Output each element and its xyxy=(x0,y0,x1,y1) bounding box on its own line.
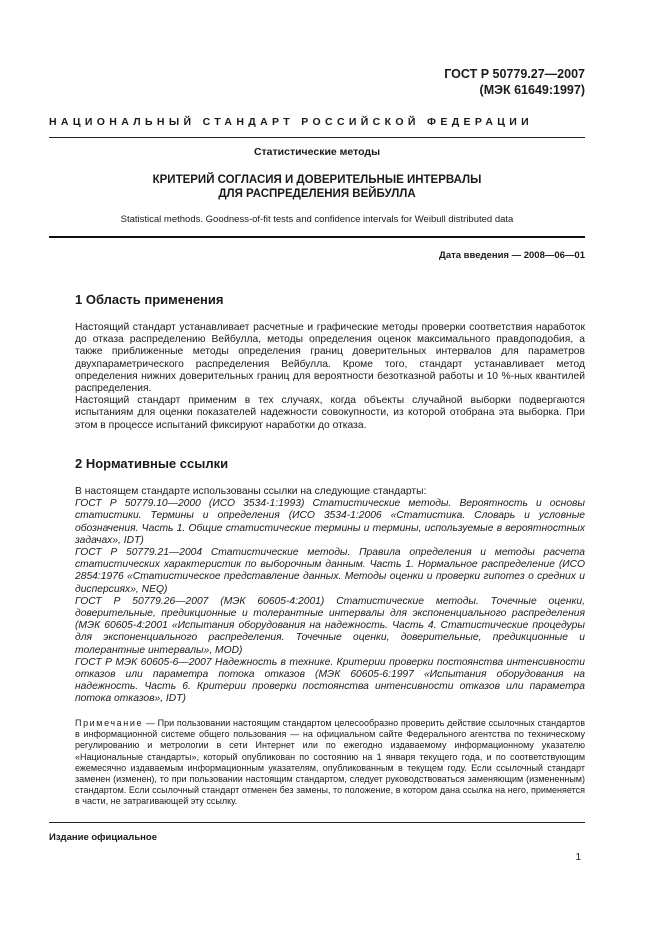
document-subtitle: Статистические методы xyxy=(253,146,381,158)
reference-item: ГОСТ Р 50779.21—2004 Статистические методы. Правила определения и методы расчета статистических характеристик по выборочным данным. Часть 1. Нормальное распределение (ИСО 2854:1976 «Статистическое представление данных. Методы оценки и проверки гипотез о средних и дисперсиях», NEQ) xyxy=(75,547,585,595)
note-label: Примечание xyxy=(75,718,144,728)
official-edition-label: Издание официальное xyxy=(49,832,157,843)
references-note xyxy=(75,718,585,808)
section-1-paragraph-2 xyxy=(75,395,585,432)
section-1-content xyxy=(75,322,585,432)
document-title-line-2: ДЛЯ РАСПРЕДЕЛЕНИЯ ВЕЙБУЛЛА xyxy=(218,188,416,200)
section-2-heading: 2 Нормативные ссылки xyxy=(75,456,229,471)
document-title xyxy=(49,173,585,201)
normative-references xyxy=(75,486,585,706)
note-text: — При пользовании настоящим стандартом целесообразно проверить действие ссылочных стандартов в информационной системе общего пользования — на официальном сайте Федерального агентства по техническому регулированию и метрологии в сети Интернет или по ежегодно издаваемому информационному указателю «Национальные стандарты», который опубликован по состоянию на 1 января текущего года, и по соответствующим ежемесячно издаваемым информационным указателям, опубликованным в текущем году. Если ссылочный стандарт заменен (изменен), то при пользовании настоящим стандартом, следует руководствоваться заменяющим (измененным) стандартом. Если ссылочный стандарт отменен без замены, то положение, в котором дана ссылка на него, применяется в части, не затрагивающей эту ссылку. xyxy=(75,718,585,807)
document-code xyxy=(444,66,585,98)
section-1-paragraph-1 xyxy=(75,322,585,395)
section-1-paragraph-2-text: Настоящий стандарт применим в тех случаях, когда объекты случайной выборки подвергаются испытаниям для оценки показателей надежности совокупности, из которой отобрана эта выборка. При этом в процессе испытаний фиксируют наработки до отказа. xyxy=(75,395,585,431)
document-code-iec: (МЭК 61649:1997) xyxy=(479,83,585,97)
title-divider xyxy=(49,236,585,238)
section-1-heading: 1 Область применения xyxy=(75,292,224,307)
references-lead: В настоящем стандарте использованы ссылки на следующие стандарты: xyxy=(75,486,427,497)
header-divider xyxy=(49,137,585,138)
footer-divider xyxy=(49,822,585,823)
document-code-gost: ГОСТ Р 50779.27—2007 xyxy=(444,67,585,81)
english-title: Statistical methods. Goodness-of-fit tests and confidence intervals for Weibull distributed data xyxy=(120,214,514,225)
reference-item: ГОСТ Р МЭК 60605-6—2007 Надежность в технике. Критерии проверки постоянства интенсивности отказов или параметра потока отказов (МЭК 60605-6:1997 «Испытания оборудования на надежность. Часть 6. Критерии проверки постоянства интенсивности отказов или параметра потока отказов», IDT) xyxy=(75,656,585,705)
reference-item: ГОСТ Р 50779.26—2007 (МЭК 60605-4:2001) Статистические методы. Точечные оценки, доверительные, предикционные и толерантные интервалы для экспоненциального распределения (МЭК 60605-4:2001 «Испытания оборудования на надежность. Часть 4. Статистические процедуры для экспоненциального распределения. Точечные оценки, доверительные, предикционные и толерантные интервалы», MOD) xyxy=(75,595,585,656)
section-1-paragraph-1-text: Настоящий стандарт устанавливает расчетные и графические методы проверки соответствия наработок до отказа распределению Вейбулла, методы определения оценок максимального правдоподобия, а также приближенные методы определения границ доверительных интервалов для параметров двухпараметрического распределения Вейбулла. Кроме того, стандарт устанавливает метод определения нижних доверительных границ для вероятности безотказной работы и 10 %-ных квантилей распределения. xyxy=(75,322,585,395)
document-title-line-1: КРИТЕРИЙ СОГЛАСИЯ И ДОВЕРИТЕЛЬНЫЕ ИНТЕРВАЛЫ xyxy=(152,174,482,186)
introduction-date: Дата введения — 2008—06—01 xyxy=(439,250,585,261)
reference-item: ГОСТ Р 50779.10—2000 (ИСО 3534-1:1993) Статистические методы. Вероятность и основы статистики. Термины и определения (ИСО 3534-1:2006 «Статистика. Словарь и условные обозначения. Часть 1. Общие статистические термины и термины, используемые в вероятностных задачах», IDT) xyxy=(75,498,585,546)
page-number: 1 xyxy=(575,852,581,863)
national-standard-banner: НАЦИОНАЛЬНЫЙ СТАНДАРТ РОССИЙСКОЙ ФЕДЕРАЦИИ xyxy=(49,116,534,128)
